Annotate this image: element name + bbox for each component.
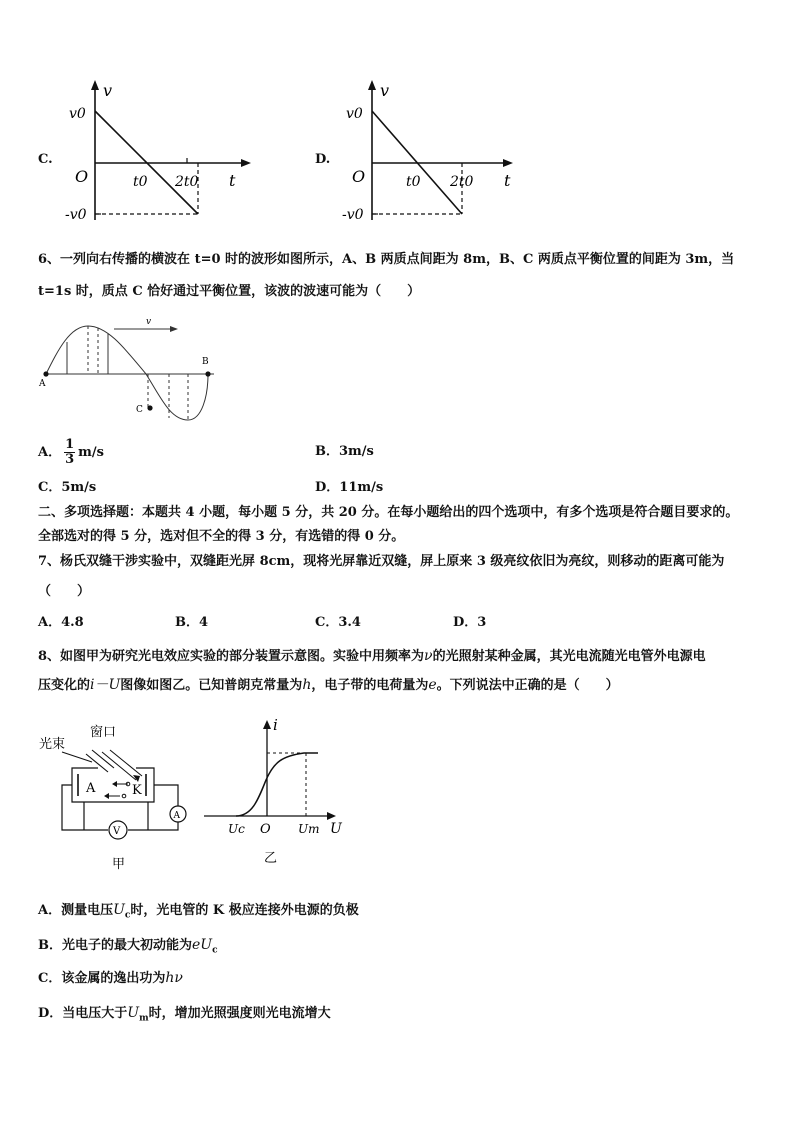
text: A．测量电压: [38, 903, 114, 918]
point-c-label: C: [136, 405, 143, 415]
window-label: 窗口: [90, 725, 117, 740]
q7-stem-line1: 7、杨氏双缝干涉实验中，双缝距光屏 8cm，现将光屏靠近双缝，屏上原来 3 级亮纹依旧为亮纹，则移动的距离可能为: [38, 554, 725, 569]
two-t0-label: 2t0: [175, 174, 199, 190]
origin-label: O: [352, 167, 366, 186]
option-label: A．: [38, 445, 62, 460]
v-axis-label: v: [103, 81, 113, 100]
light-ray: [62, 752, 92, 762]
v-axis-arrow: [368, 80, 376, 90]
fraction: [64, 438, 75, 467]
v-axis-label: v: [380, 81, 390, 100]
q6-option-a: [38, 438, 104, 467]
fraction-numerator: 1: [65, 437, 75, 452]
q6-option-b: [315, 444, 374, 460]
text: 图像如图乙。已知普朗克常量为: [120, 678, 303, 693]
q7-option-d: D．3: [453, 615, 487, 630]
t-axis-arrow: [503, 159, 513, 167]
voltmeter-label: V: [113, 826, 121, 837]
origin-label: O: [260, 822, 271, 837]
wave-figure: [36, 312, 226, 424]
option-c-label: C.: [38, 152, 53, 167]
q6-option-c: [38, 480, 96, 496]
fraction-denominator: 3: [65, 452, 75, 467]
symbol-h: h: [302, 677, 312, 693]
velocity-label: v: [146, 317, 152, 327]
v0-label: v0: [69, 106, 86, 122]
cathode-label: K: [132, 783, 142, 798]
symbol: eU: [192, 937, 213, 953]
t0-label: t0: [406, 174, 421, 190]
window-edge: [86, 754, 108, 772]
subscript: m: [139, 1013, 149, 1024]
electron-arrow: [104, 793, 109, 799]
text: 8、如图甲为研究光电效应实验的部分装置示意图。实验中用频率为: [38, 649, 425, 664]
circuit-wire: [128, 822, 178, 830]
text: 压变化的: [38, 678, 91, 693]
q8-option-b: [38, 937, 218, 959]
text: 的光照射某种金属，其光电流随光电管外电源电: [432, 649, 706, 664]
section2-line1: 二、多项选择题：本题共 4 小题，每小题 5 分，共 20 分。在每小题给出的四个选项中，有多个选项是符合题目要求的。: [38, 505, 739, 520]
q8-stem-line1: [38, 648, 706, 665]
option-text: 3m/s: [339, 444, 374, 459]
t-axis-label: t: [229, 171, 236, 190]
t-axis-arrow: [241, 159, 251, 167]
text: B．光电子的最大初动能为: [38, 938, 192, 953]
option-unit: m/s: [78, 445, 104, 460]
velocity-arrowhead: [170, 326, 178, 332]
electron-arrow: [112, 781, 117, 787]
symbol: hν: [165, 970, 183, 986]
text: C．该金属的逸出功为: [38, 971, 166, 986]
point-b: [205, 371, 210, 376]
q7-option-b: B．4: [175, 615, 209, 630]
q7-option-a: A．4.8: [38, 615, 84, 630]
iu-graph-yi: [200, 716, 350, 876]
velocity-graph-c: [55, 78, 255, 228]
point-a-label: A: [39, 379, 46, 389]
section2-line2: 全部选对的得 5 分，选对但不全的得 3 分，有选错的得 0 分。: [38, 529, 405, 544]
symbol-e: e: [428, 677, 437, 693]
v0-label: v0: [346, 106, 363, 122]
q6-stem-line2: t=1s 时，质点 C 恰好通过平衡位置，该波的波速可能为（ ）: [38, 284, 421, 299]
two-t0-label: 2t0: [450, 174, 474, 190]
anode-label: A: [86, 781, 96, 796]
text: 时，光电管的 K 极应连接外电源的负极: [130, 903, 359, 918]
t0-label: t0: [133, 174, 148, 190]
point-b-label: B: [202, 357, 209, 367]
text: D．当电压大于: [38, 1006, 128, 1021]
q6-stem-line1: 6、一列向右传播的横波在 t=0 时的波形如图所示，A、B 两质点间距为 8m，B、C 两质点平衡位置的间距为 3m，当: [38, 252, 735, 267]
subscript: c: [124, 910, 131, 921]
uc-label: Uc: [228, 822, 245, 836]
u-axis-arrow: [327, 812, 336, 820]
subscript: c: [212, 945, 218, 956]
option-label: C．: [38, 480, 62, 495]
ammeter-label: A: [173, 811, 180, 821]
symbol: U: [127, 1005, 140, 1021]
point-c: [147, 405, 152, 410]
point-a: [43, 371, 48, 376]
text: 时，增加光照强度则光电流增大: [148, 1006, 331, 1021]
figure-caption-jia: 甲: [112, 857, 126, 872]
circuit-wire: [154, 785, 178, 806]
q6-option-d: [315, 480, 383, 496]
text: ，电子带的电荷量为: [311, 678, 429, 693]
q7-stem-line2: （ ）: [38, 584, 91, 599]
q8-stem-line2: [38, 677, 619, 694]
origin-label: O: [75, 167, 89, 186]
symbol-nu: ν: [424, 648, 433, 664]
text: 。下列说法中正确的是（ ）: [436, 678, 619, 693]
option-text: 11m/s: [339, 480, 384, 495]
q8-option-d: [38, 1005, 331, 1027]
circuit-wire: [62, 785, 108, 830]
apparatus-figure-jia: [36, 722, 196, 872]
q8-option-c: [38, 970, 183, 987]
symbol-iu: i－U: [90, 677, 121, 693]
i-axis-arrow: [263, 720, 271, 729]
option-label: D．: [315, 480, 340, 495]
t-axis-label: t: [504, 171, 511, 190]
option-d-label: D.: [315, 152, 331, 167]
light-beam-label: 光束: [39, 737, 66, 752]
electron: [122, 794, 126, 798]
um-label: Um: [298, 822, 320, 836]
option-label: B．: [315, 444, 339, 459]
neg-v0-label: -v0: [65, 207, 87, 223]
option-text: 5m/s: [61, 480, 97, 495]
q8-option-a: [38, 902, 359, 924]
figure-caption-yi: 乙: [264, 851, 278, 866]
i-axis-label: i: [273, 716, 278, 734]
v-axis-arrow: [91, 80, 99, 90]
q7-option-c: C．3.4: [315, 615, 361, 630]
wave-curve: [46, 326, 208, 420]
velocity-graph-d: [332, 78, 532, 228]
symbol: U: [113, 902, 125, 918]
neg-v0-label: -v0: [342, 207, 364, 223]
light-ray: [102, 752, 136, 780]
u-axis-label: U: [330, 821, 342, 837]
